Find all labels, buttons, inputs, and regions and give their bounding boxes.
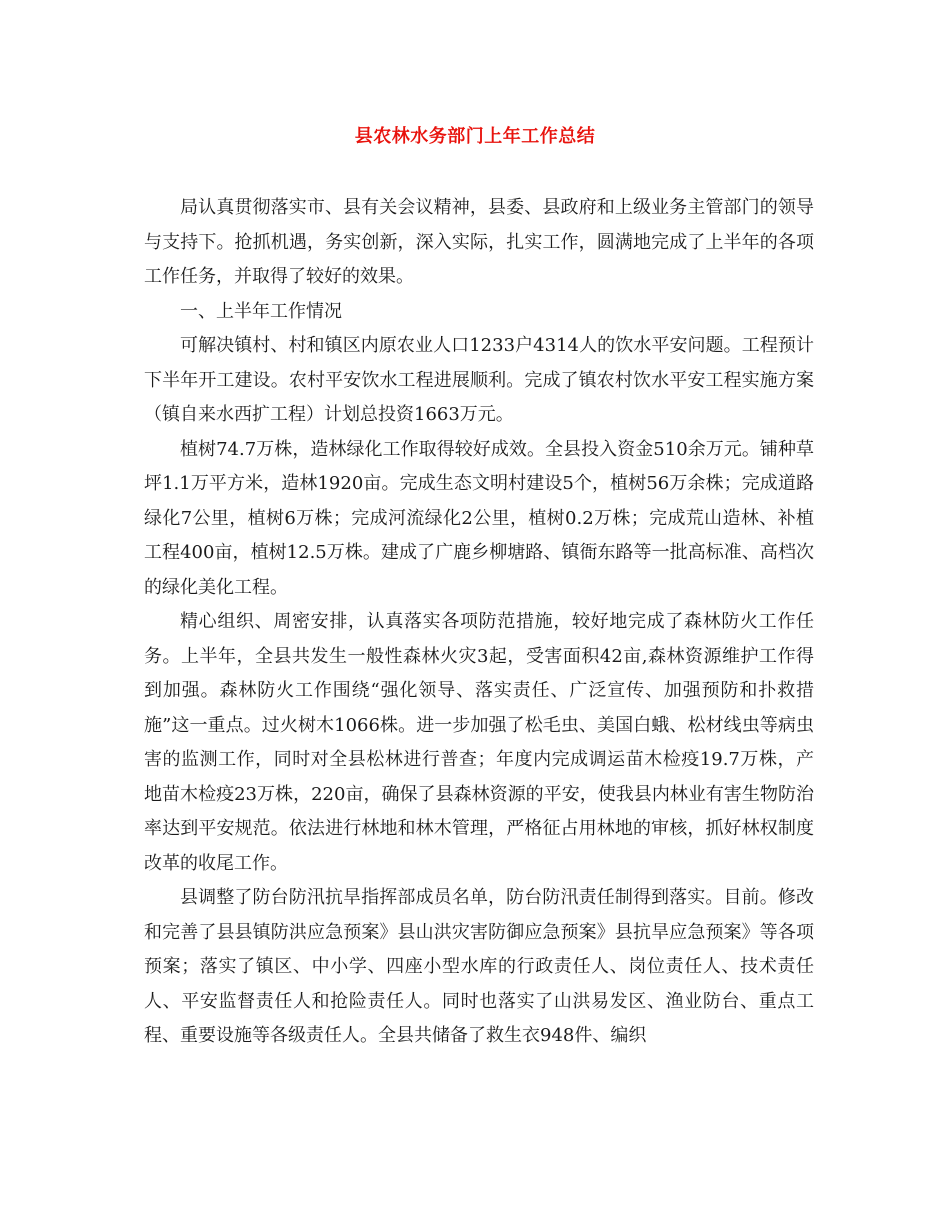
- document-title: 县农林水务部门上年工作总结: [354, 126, 596, 147]
- paragraph-forest-fire: 精心组织、周密安排，认真落实各项防范措施，较好地完成了森林防火工作任务。上半年，全县共发生一般性森林火灾3起，受害面积42亩,森林资源维护工作得到加强。森林防火工作围绕“强化领导、落实责任、广泛宣传、加强预防和扑救措施”这一重点。过火树木1066株。进一步加强了松毛虫、美国白蛾、松材线虫等病虫害的监测工作，同时对全县松林进行普查；年度内完成调运苗木检疫19.7万株，产地苗木检疫23万株，220亩，确保了县森林资源的平安，使我县内林业有害生物防治率达到平安规范。依法进行林地和林木管理，严格征占用林地的审核，抓好林权制度改革的收尾工作。: [144, 611, 814, 874]
- paragraph-flood-control: 县调整了防台防汛抗旱指挥部成员名单，防台防汛责任制得到落实。目前。修改和完善了县县镇防洪应急预案》县山洪灾害防御应急预案》县抗旱应急预案》等各项预案；落实了镇区、中小学、四座小型水库的行政责任人、岗位责任人、技术责任人、平安监督责任人和抢险责任人。同时也落实了山洪易发区、渔业防台、重点工程、重要设施等各级责任人。全县共储备了救生衣948件、编织: [144, 887, 814, 1046]
- paragraph-intro: 局认真贯彻落实市、县有关会议精神，县委、县政府和上级业务主管部门的领导与支持下。抢抓机遇，务实创新，深入实际，扎实工作，圆满地完成了上半年的各项工作任务，并取得了较好的效果。: [144, 197, 814, 287]
- section-heading: 一、上半年工作情况: [180, 300, 342, 322]
- paragraph-water-supply: 可解决镇村、村和镇区内原农业人口1233户4314人的饮水平安问题。工程预计下半年开工建设。农村平安饮水工程进展顺利。完成了镇农村饮水平安工程实施方案（镇自来水西扩工程）计划总投资1663万元。: [144, 335, 814, 425]
- paragraph-afforestation: 植树74.7万株，造林绿化工作取得较好成效。全县投入资金510余万元。铺种草坪1.1万平方米，造林1920亩。完成生态文明村建设5个，植树56万余株；完成道路绿化7公里，植树6万株；完成河流绿化2公里，植树0.2万株；完成荒山造林、补植工程400亩，植树12.5万株。建成了广鹿乡柳塘路、镇衙东路等一批高标准、高档次的绿化美化工程。: [144, 438, 814, 598]
- document-body: [144, 191, 814, 1054]
